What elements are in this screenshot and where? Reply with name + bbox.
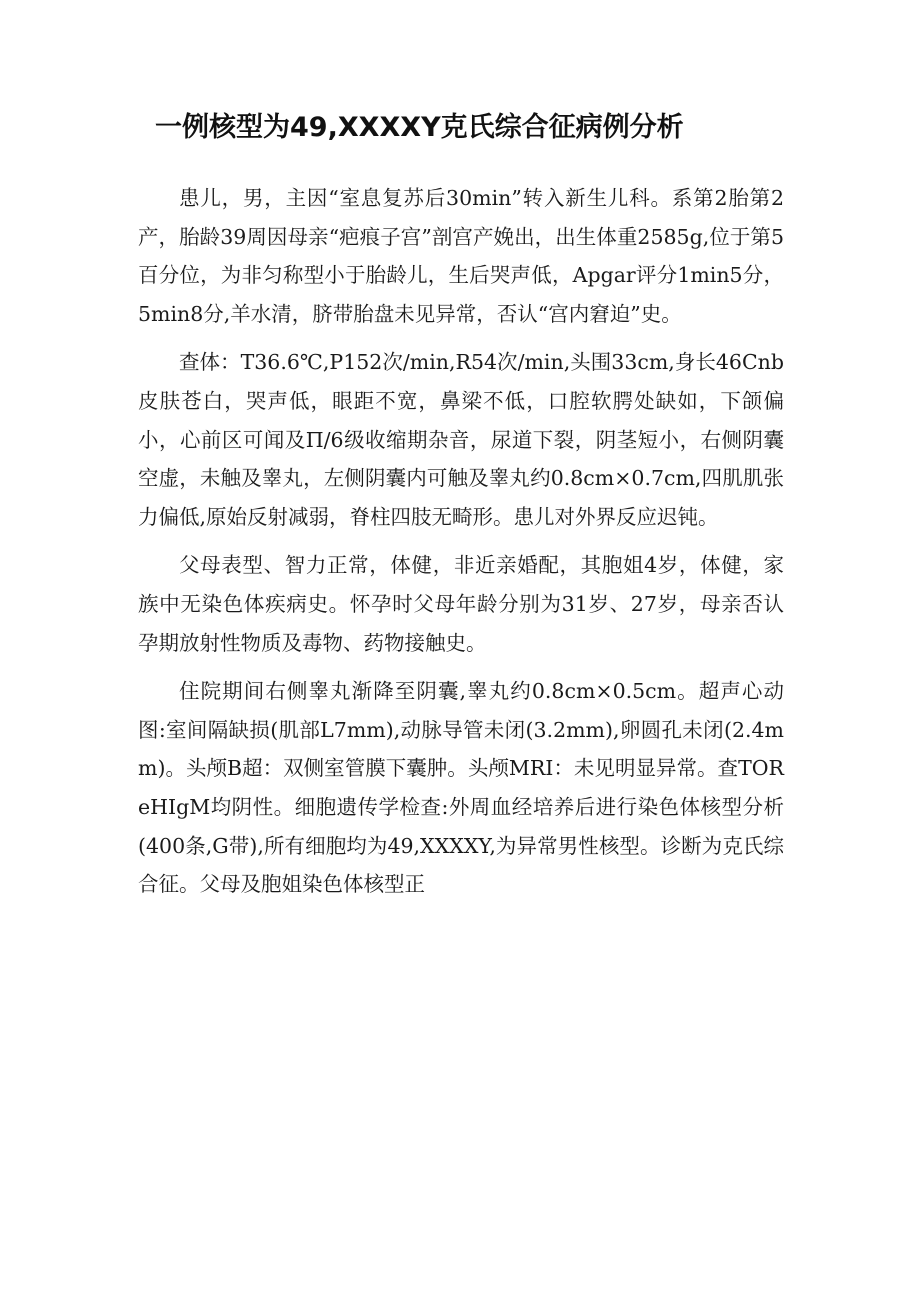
document-body <box>138 179 784 914</box>
paragraph-hospital-course: 住院期间右侧睾丸渐降至阴囊,睾丸约0.8cm×0.5cm。超声心动图:室间隔缺损(肌部L7mm),动脉导管未闭(3.2mm),卵圆孔未闭(2.4mm)。头颅B超：双侧室管膜下囊肿。头颅MRI：未见明显异常。查TOReHIgM均阴性。细胞遗传学检查:外周血经培养后进行染色体核型分析(400条,G带),所有细胞均为49,XXXXY,为异常男性核型。诊断为克氏综合征。父母及胞姐染色体核型正 <box>138 679 784 897</box>
paragraph-examination: 查体：T36.6℃,P152次/min,R54次/min,头围33cm,身长46Cnb皮肤苍白，哭声低，眼距不宽，鼻梁不低，口腔软腭处缺如，下颌偏小，心前区可闻及Π/6级收缩期杂音，尿道下裂，阴茎短小，右侧阴囊空虚，未触及睾丸，左侧阴囊内可触及睾丸约0.8cm×0.7cm,四肌肌张力偏低,原始反射减弱，脊柱四肢无畸形。患儿对外界反应迟钝。 <box>138 350 784 529</box>
paragraph-history: 患儿，男，主因“室息复苏后30min”转入新生儿科。系第2胎第2产，胎龄39周因母亲“疤痕子宫”剖宫产娩出，出生体重2585g,位于第5百分位，为非匀称型小于胎龄儿，生后哭声低，Apgar评分1min5分，5min8分,羊水清，脐带胎盘未见异常，否认“宫内窘迫”史。 <box>138 186 784 326</box>
paragraph-family-history: 父母表型、智力正常，体健，非近亲婚配，其胞姐4岁，体健，家族中无染色体疾病史。怀孕时父母年龄分别为31岁、27岁，母亲否认孕期放射性物质及毒物、药物接触史。 <box>138 553 784 655</box>
document-title: 一例核型为49,XXXXY克氏综合征病例分析 <box>155 112 684 143</box>
